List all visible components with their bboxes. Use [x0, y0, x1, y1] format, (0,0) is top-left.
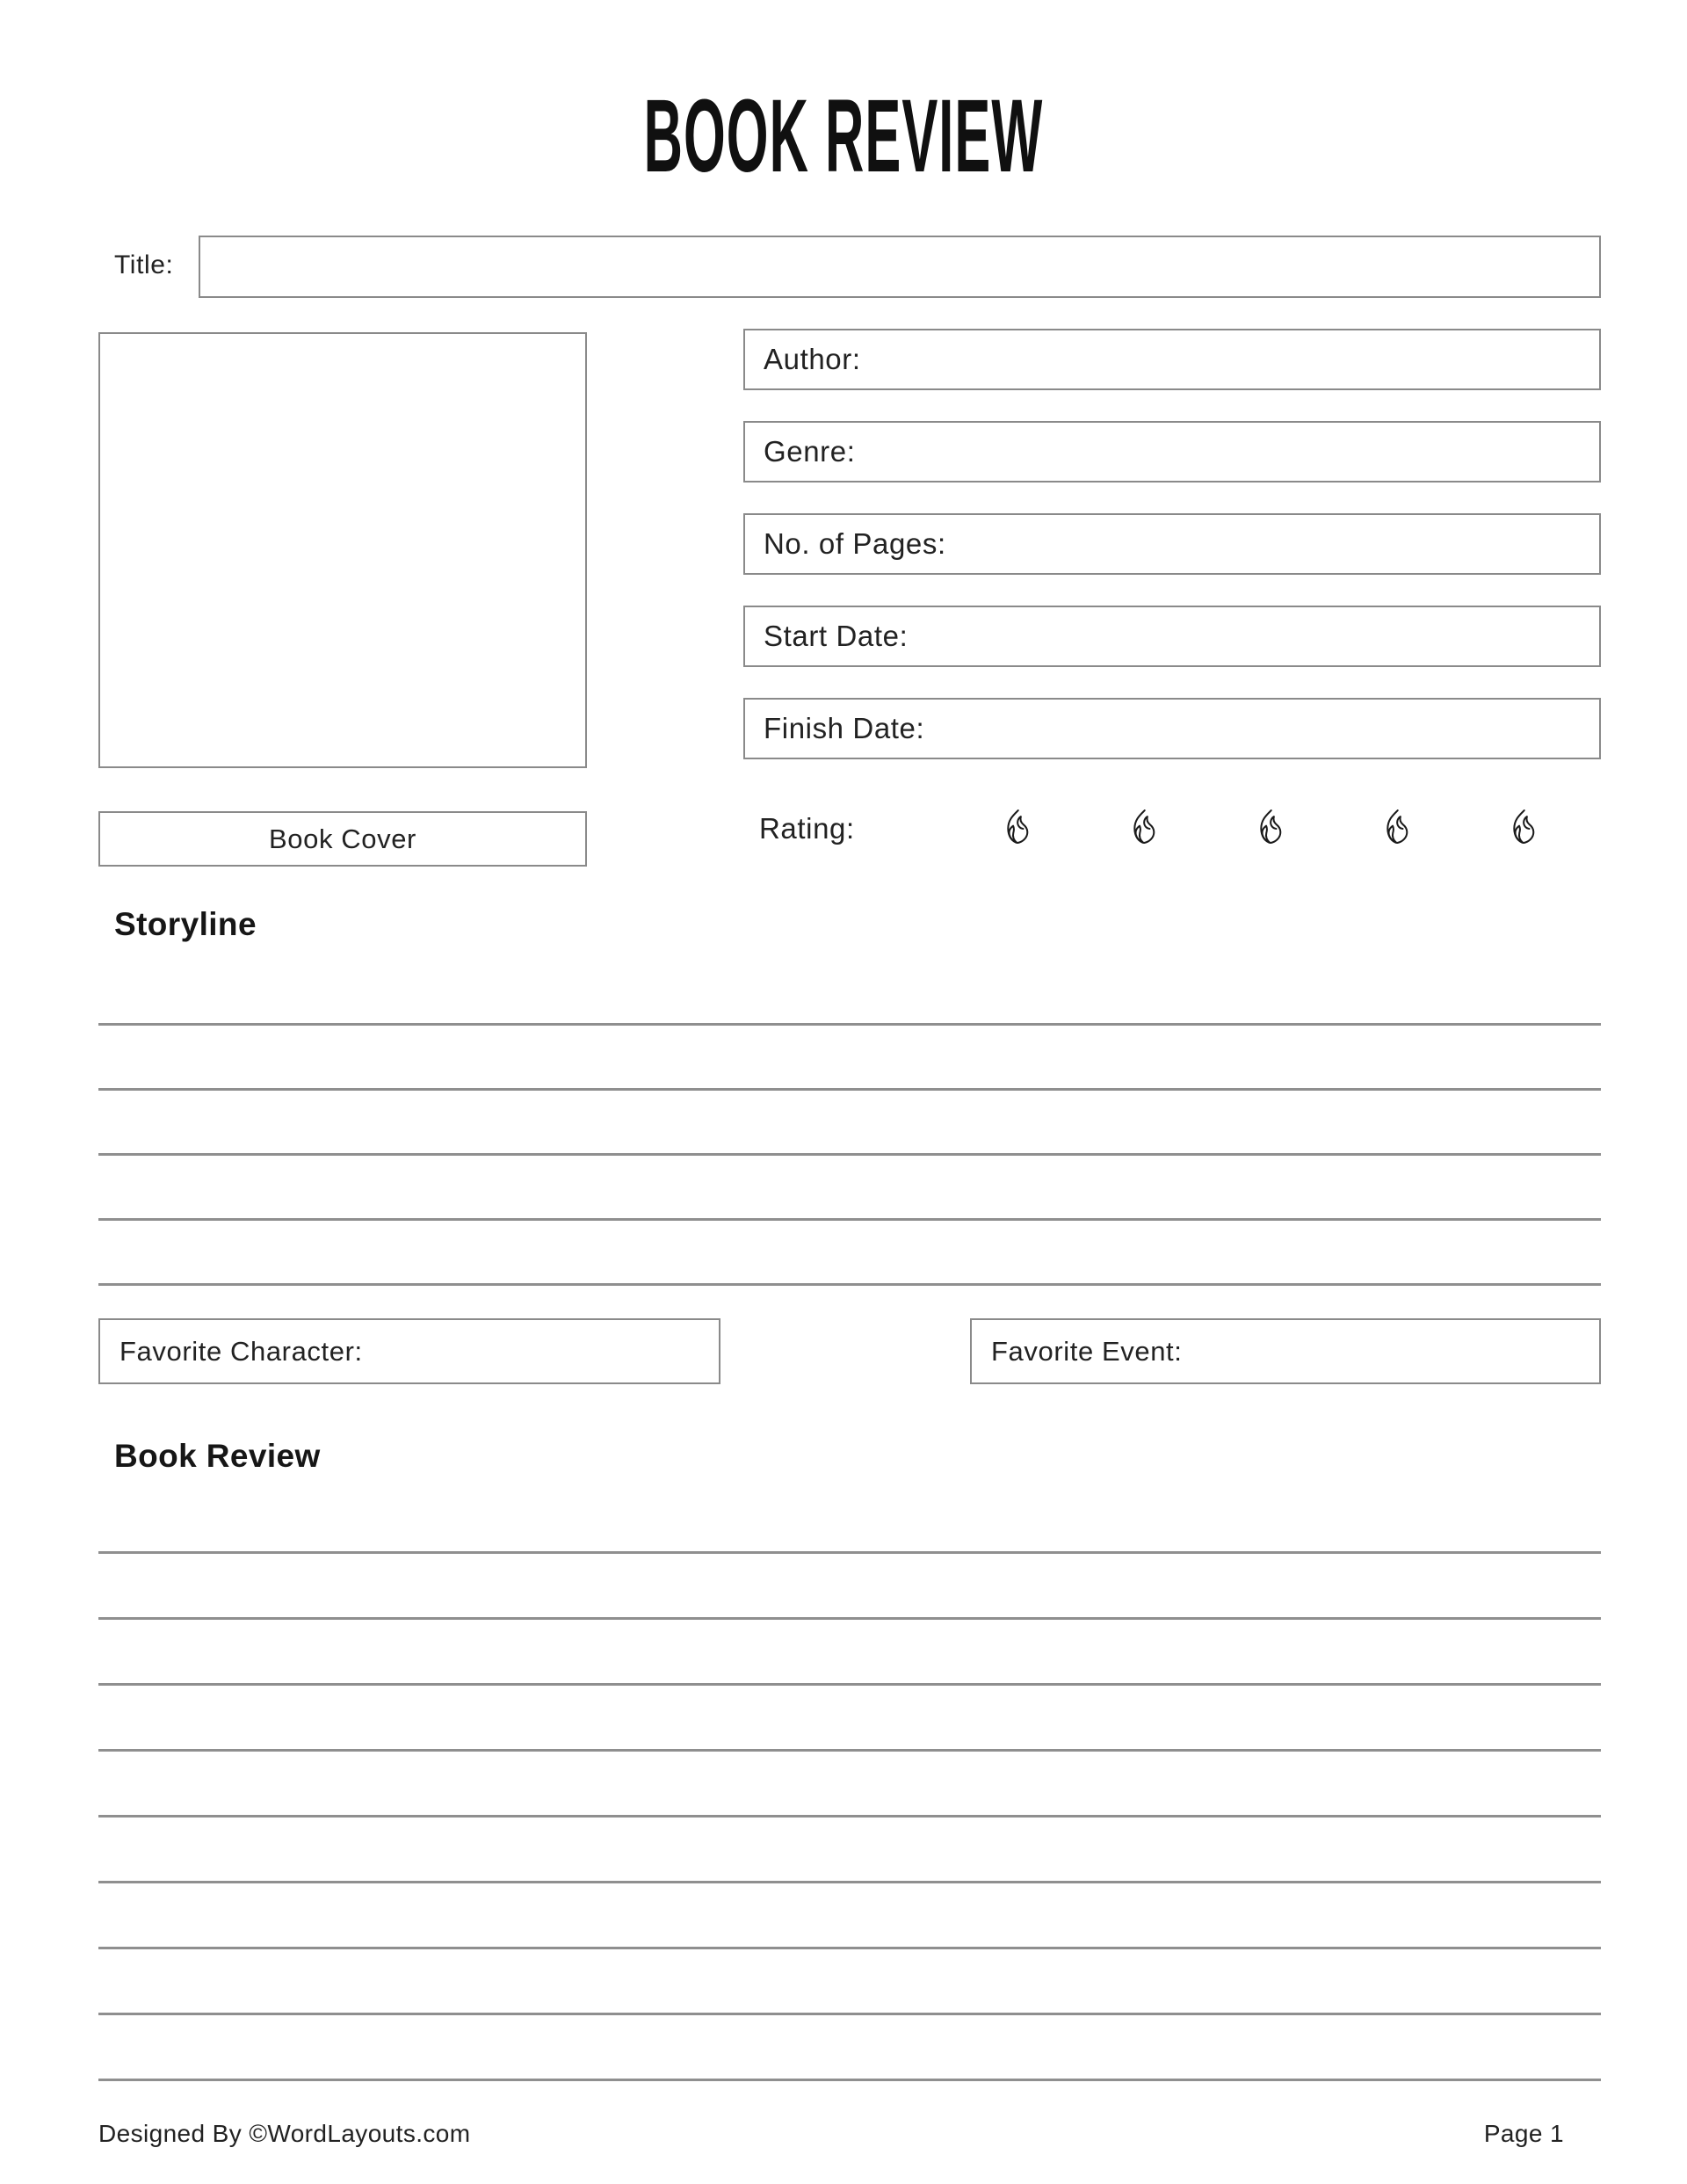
favorite-character-label: Favorite Character:	[119, 1335, 363, 1367]
writing-rule-line	[98, 1283, 1601, 1286]
author-field-label: Author:	[764, 343, 861, 375]
writing-rule-line	[98, 1881, 1601, 1883]
writing-rule-line	[98, 2079, 1601, 2081]
writing-rule-line	[98, 1683, 1601, 1686]
book-review-writing-lines	[98, 1551, 1601, 2144]
writing-rule-line	[98, 1088, 1601, 1091]
favorite-event-field[interactable]	[970, 1318, 1601, 1384]
footer-page-number: Page 1	[1483, 2120, 1564, 2147]
writing-rule-line	[98, 1815, 1601, 1818]
pages-field-label: No. of Pages:	[764, 527, 946, 560]
flame-icon[interactable]	[1124, 795, 1162, 859]
pages-field[interactable]	[743, 513, 1601, 575]
title-input[interactable]	[199, 236, 1601, 298]
book-cover-placeholder[interactable]	[98, 332, 587, 768]
rating-flames	[997, 795, 1542, 859]
book-cover-label-box	[98, 811, 587, 867]
flame-icon[interactable]	[1377, 795, 1415, 859]
finish-date-field-label: Finish Date:	[764, 712, 925, 744]
flame-icon[interactable]	[997, 795, 1036, 859]
writing-rule-line	[98, 1617, 1601, 1620]
writing-rule-line	[98, 2013, 1601, 2015]
genre-field[interactable]	[743, 421, 1601, 483]
page-title: BOOK REVIEW	[643, 78, 1044, 194]
rating-label: Rating:	[759, 812, 855, 845]
book-cover-label: Book Cover	[269, 823, 416, 854]
book-review-heading: Book Review	[114, 1438, 321, 1474]
writing-rule-line	[98, 1023, 1601, 1026]
flame-icon[interactable]	[1503, 795, 1542, 859]
footer-credit: Designed By ©WordLayouts.com	[98, 2120, 471, 2147]
author-field[interactable]	[743, 329, 1601, 390]
writing-rule-line	[98, 1749, 1601, 1752]
writing-rule-line	[98, 1947, 1601, 1949]
finish-date-field[interactable]	[743, 698, 1601, 759]
favorite-character-field[interactable]	[98, 1318, 720, 1384]
writing-rule-line	[98, 1551, 1601, 1554]
favorite-event-label: Favorite Event:	[991, 1335, 1183, 1367]
writing-rule-line	[98, 1153, 1601, 1156]
writing-rule-line	[98, 1218, 1601, 1221]
genre-field-label: Genre:	[764, 435, 856, 468]
start-date-field-label: Start Date:	[764, 620, 909, 652]
flame-icon[interactable]	[1250, 795, 1289, 859]
storyline-writing-lines	[98, 1023, 1601, 1348]
start-date-field[interactable]	[743, 606, 1601, 667]
storyline-heading: Storyline	[114, 906, 257, 942]
title-field-label: Title:	[114, 250, 174, 279]
